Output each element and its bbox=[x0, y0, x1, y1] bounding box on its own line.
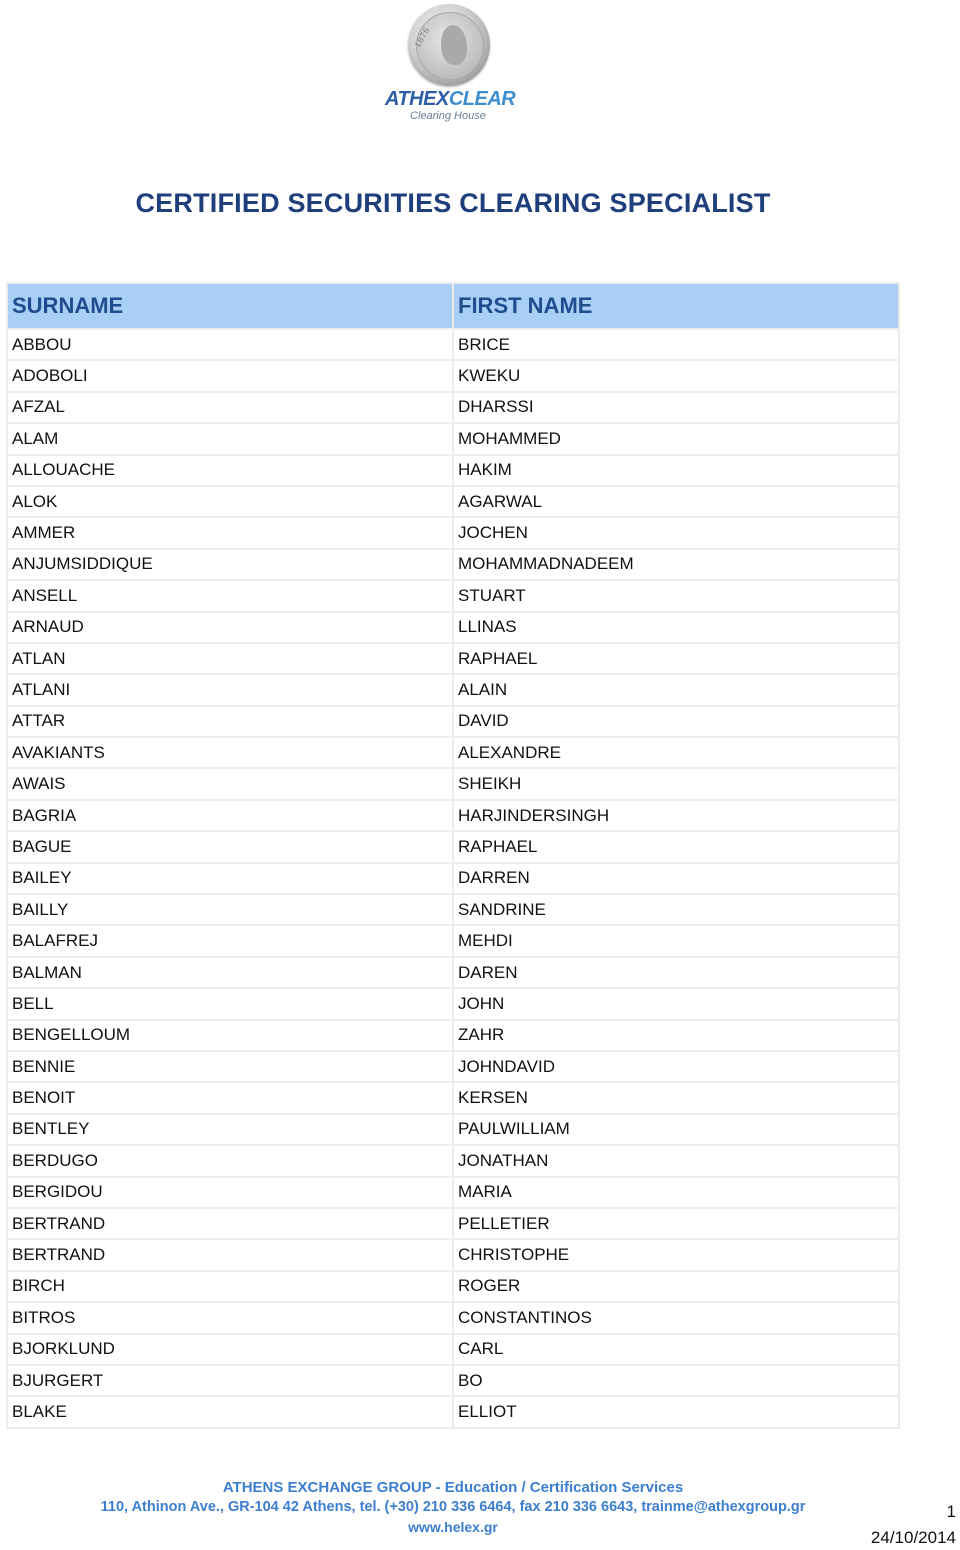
table-row bbox=[8, 989, 898, 1018]
first-name-cell: MEHDI bbox=[454, 926, 898, 955]
page-date: 24/10/2014 bbox=[870, 1528, 956, 1547]
surname-cell: ARNAUD bbox=[8, 613, 452, 642]
footer-organization: ATHENS EXCHANGE GROUP - Education / Certification Services bbox=[222, 1479, 684, 1496]
brand-tagline: Clearing House bbox=[410, 110, 486, 122]
first-name-cell: DARREN bbox=[454, 864, 898, 893]
table-row bbox=[8, 613, 898, 642]
surname-cell: AFZAL bbox=[8, 393, 452, 422]
first-name-cell: PAULWILLIAM bbox=[454, 1115, 898, 1144]
first-name-cell: RAPHAEL bbox=[454, 832, 898, 861]
first-name-cell: PELLETIER bbox=[454, 1209, 898, 1238]
table-row bbox=[8, 1240, 898, 1269]
surname-cell: ATTAR bbox=[8, 707, 452, 736]
first-name-cell: JOHNDAVID bbox=[454, 1052, 898, 1081]
table-body bbox=[8, 330, 898, 1427]
first-name-cell: ALAIN bbox=[454, 675, 898, 704]
table-row bbox=[8, 456, 898, 485]
table-row bbox=[8, 738, 898, 767]
first-name-cell: HAKIM bbox=[454, 456, 898, 485]
table-header-row bbox=[8, 284, 898, 328]
surname-cell: BALAFREJ bbox=[8, 926, 452, 955]
surname-cell: BENNIE bbox=[8, 1052, 452, 1081]
first-name-cell: RAPHAEL bbox=[454, 644, 898, 673]
table-row bbox=[8, 1021, 898, 1050]
surname-cell: BALMAN bbox=[8, 958, 452, 987]
first-name-cell: ELLIOT bbox=[454, 1397, 898, 1426]
first-name-cell: HARJINDERSINGH bbox=[454, 801, 898, 830]
column-header-first-name: FIRST NAME bbox=[454, 284, 898, 328]
surname-cell: ABBOU bbox=[8, 330, 452, 359]
coin-year: 1876 bbox=[412, 24, 432, 50]
surname-cell: BAILEY bbox=[8, 864, 452, 893]
first-name-cell: CONSTANTINOS bbox=[454, 1303, 898, 1332]
table-row bbox=[8, 707, 898, 736]
footer-address: 110, Athinon Ave., GR-104 42 Athens, tel. (+30) 210 336 6464, fax 210 336 6643, trainme@athexgroup.gr bbox=[100, 1499, 806, 1515]
table-row bbox=[8, 550, 898, 579]
table-row bbox=[8, 832, 898, 861]
table-row bbox=[8, 581, 898, 610]
surname-cell: BAILLY bbox=[8, 895, 452, 924]
table-row bbox=[8, 487, 898, 516]
first-name-cell: MARIA bbox=[454, 1178, 898, 1207]
table-row bbox=[8, 675, 898, 704]
table-row bbox=[8, 801, 898, 830]
footer-website: www.helex.gr bbox=[408, 1519, 498, 1535]
surname-cell: ALOK bbox=[8, 487, 452, 516]
table-row bbox=[8, 1366, 898, 1395]
surname-cell: BAGUE bbox=[8, 832, 452, 861]
brand-name: ATHEXCLEAR bbox=[385, 88, 516, 110]
table-row bbox=[8, 1303, 898, 1332]
table-row bbox=[8, 769, 898, 798]
certified-list-table bbox=[6, 282, 900, 1429]
surname-cell: BAGRIA bbox=[8, 801, 452, 830]
first-name-cell: SANDRINE bbox=[454, 895, 898, 924]
table-row bbox=[8, 958, 898, 987]
first-name-cell: DAREN bbox=[454, 958, 898, 987]
surname-cell: BELL bbox=[8, 989, 452, 1018]
first-name-cell: LLINAS bbox=[454, 613, 898, 642]
surname-cell: BERTRAND bbox=[8, 1209, 452, 1238]
table-row bbox=[8, 1272, 898, 1301]
table-row bbox=[8, 864, 898, 893]
table-row bbox=[8, 1052, 898, 1081]
page-number: 1 bbox=[946, 1502, 956, 1521]
table-row bbox=[8, 330, 898, 359]
first-name-cell: JOCHEN bbox=[454, 518, 898, 547]
surname-cell: ALLOUACHE bbox=[8, 456, 452, 485]
surname-cell: BENTLEY bbox=[8, 1115, 452, 1144]
table-row bbox=[8, 1115, 898, 1144]
surname-cell: BERTRAND bbox=[8, 1240, 452, 1269]
first-name-cell: KWEKU bbox=[454, 361, 898, 390]
first-name-cell: MOHAMMADNADEEM bbox=[454, 550, 898, 579]
surname-cell: BENOIT bbox=[8, 1083, 452, 1112]
surname-cell: ADOBOLI bbox=[8, 361, 452, 390]
table-row bbox=[8, 1178, 898, 1207]
first-name-cell: AGARWAL bbox=[454, 487, 898, 516]
first-name-cell: ZAHR bbox=[454, 1021, 898, 1050]
table-row bbox=[8, 1083, 898, 1112]
page-title: CERTIFIED SECURITIES CLEARING SPECIALIST bbox=[135, 188, 771, 218]
first-name-cell: JOHN bbox=[454, 989, 898, 1018]
first-name-cell: MOHAMMED bbox=[454, 424, 898, 453]
table-row bbox=[8, 895, 898, 924]
surname-cell: BJORKLUND bbox=[8, 1335, 452, 1364]
surname-cell: AMMER bbox=[8, 518, 452, 547]
first-name-cell: BRICE bbox=[454, 330, 898, 359]
surname-cell: AWAIS bbox=[8, 769, 452, 798]
first-name-cell: DHARSSI bbox=[454, 393, 898, 422]
first-name-cell: SHEIKH bbox=[454, 769, 898, 798]
surname-cell: ANSELL bbox=[8, 581, 452, 610]
surname-cell: BIRCH bbox=[8, 1272, 452, 1301]
surname-cell: BITROS bbox=[8, 1303, 452, 1332]
table-row bbox=[8, 393, 898, 422]
first-name-cell: ALEXANDRE bbox=[454, 738, 898, 767]
table-row bbox=[8, 1335, 898, 1364]
surname-cell: ATLAN bbox=[8, 644, 452, 673]
table-row bbox=[8, 361, 898, 390]
first-name-cell: DAVID bbox=[454, 707, 898, 736]
surname-cell: BENGELLOUM bbox=[8, 1021, 452, 1050]
table-row bbox=[8, 1397, 898, 1426]
surname-cell: ATLANI bbox=[8, 675, 452, 704]
surname-cell: ALAM bbox=[8, 424, 452, 453]
hermes-head-icon bbox=[441, 25, 467, 65]
table-row bbox=[8, 518, 898, 547]
surname-cell: BLAKE bbox=[8, 1397, 452, 1426]
column-header-surname: SURNAME bbox=[8, 284, 452, 328]
surname-cell: BERDUGO bbox=[8, 1146, 452, 1175]
table-row bbox=[8, 926, 898, 955]
first-name-cell: KERSEN bbox=[454, 1083, 898, 1112]
first-name-cell: CHRISTOPHE bbox=[454, 1240, 898, 1269]
first-name-cell: BO bbox=[454, 1366, 898, 1395]
surname-cell: BERGIDOU bbox=[8, 1178, 452, 1207]
first-name-cell: JONATHAN bbox=[454, 1146, 898, 1175]
first-name-cell: CARL bbox=[454, 1335, 898, 1364]
table-row bbox=[8, 424, 898, 453]
surname-cell: BJURGERT bbox=[8, 1366, 452, 1395]
first-name-cell: ROGER bbox=[454, 1272, 898, 1301]
table-row bbox=[8, 644, 898, 673]
table-row bbox=[8, 1146, 898, 1175]
first-name-cell: STUART bbox=[454, 581, 898, 610]
coin-emblem-icon bbox=[408, 4, 490, 86]
surname-cell: AVAKIANTS bbox=[8, 738, 452, 767]
surname-cell: ANJUMSIDDIQUE bbox=[8, 550, 452, 579]
footer bbox=[0, 1478, 906, 1537]
table-row bbox=[8, 1209, 898, 1238]
athexclear-logo bbox=[380, 4, 540, 124]
